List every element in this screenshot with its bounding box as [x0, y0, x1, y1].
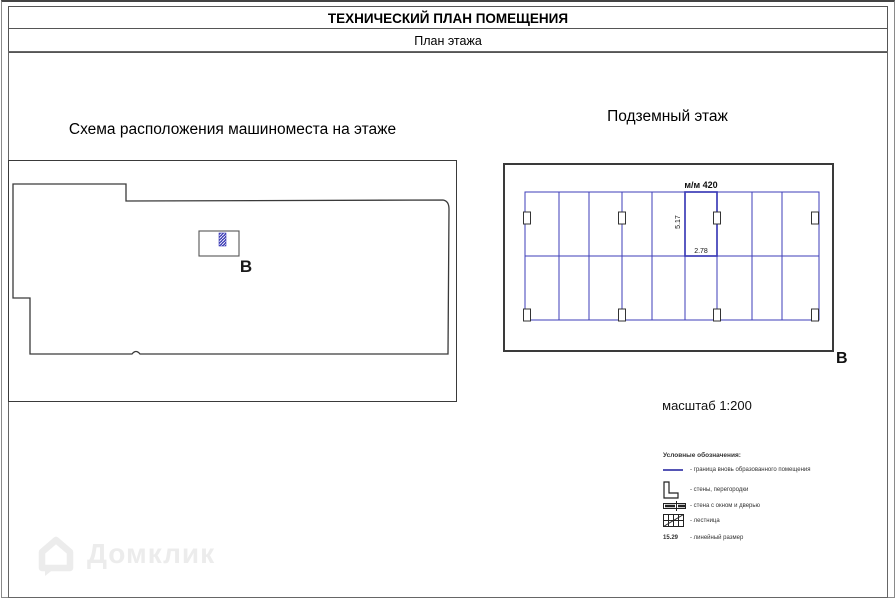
stall-width-dimension: 2.78 [694, 248, 708, 255]
highlighted-parking-stall [685, 192, 717, 256]
wall-window-door-symbol [663, 501, 687, 511]
parking-space-marker [219, 233, 226, 246]
legend-item-staircase [663, 514, 838, 528]
right-plan-drawing [503, 163, 834, 352]
floor-outline-svg [9, 161, 456, 401]
left-plan-title: Схема расположения машиноместа на этаже [68, 121, 397, 138]
watermark [33, 531, 215, 577]
left-building-label: В [239, 257, 253, 276]
document-subtitle: План этажа [414, 33, 482, 48]
legend-title: Условные обозначения: [663, 452, 741, 459]
parking-space-number-label: м/м 420 [684, 180, 718, 190]
parking-grid-lines [525, 192, 819, 320]
scale-label: масштаб 1:200 [662, 398, 752, 413]
legend-item-walls [663, 481, 838, 499]
document-title: ТЕХНИЧЕСКИЙ ПЛАН ПОМЕЩЕНИЯ [327, 10, 569, 26]
right-building-label: В [836, 350, 848, 367]
parking-grid-svg [505, 165, 832, 350]
house-logo-icon [33, 531, 79, 577]
dimension-example: 15.29 [663, 535, 679, 541]
column-pillars [524, 212, 819, 321]
legend [663, 452, 838, 542]
floor-outline-path [13, 184, 449, 354]
legend-label-walls: - стены, перегородки [690, 487, 749, 493]
legend-item-boundary [663, 467, 838, 473]
right-plan-title: Подземный этаж [607, 108, 728, 125]
legend-item-window-door [663, 501, 838, 511]
legend-label-staircase: - лестница [690, 518, 720, 524]
boundary-line-symbol [663, 469, 683, 471]
document-title-bar [8, 6, 888, 30]
staircase-symbol [663, 514, 685, 528]
legend-item-linear-dimension [663, 534, 838, 542]
watermark-text: Домклик [87, 538, 216, 569]
walls-partitions-symbol [663, 481, 679, 499]
legend-label-window-door: - стена с окном и дверью [690, 503, 761, 509]
document-subtitle-bar [8, 28, 888, 53]
legend-label-linear-dimension: - линейный размер [690, 535, 744, 541]
legend-label-boundary: - граница вновь образованного помещения [690, 467, 811, 473]
left-plan-drawing [8, 160, 457, 402]
stall-depth-dimension: 5.17 [675, 215, 682, 229]
